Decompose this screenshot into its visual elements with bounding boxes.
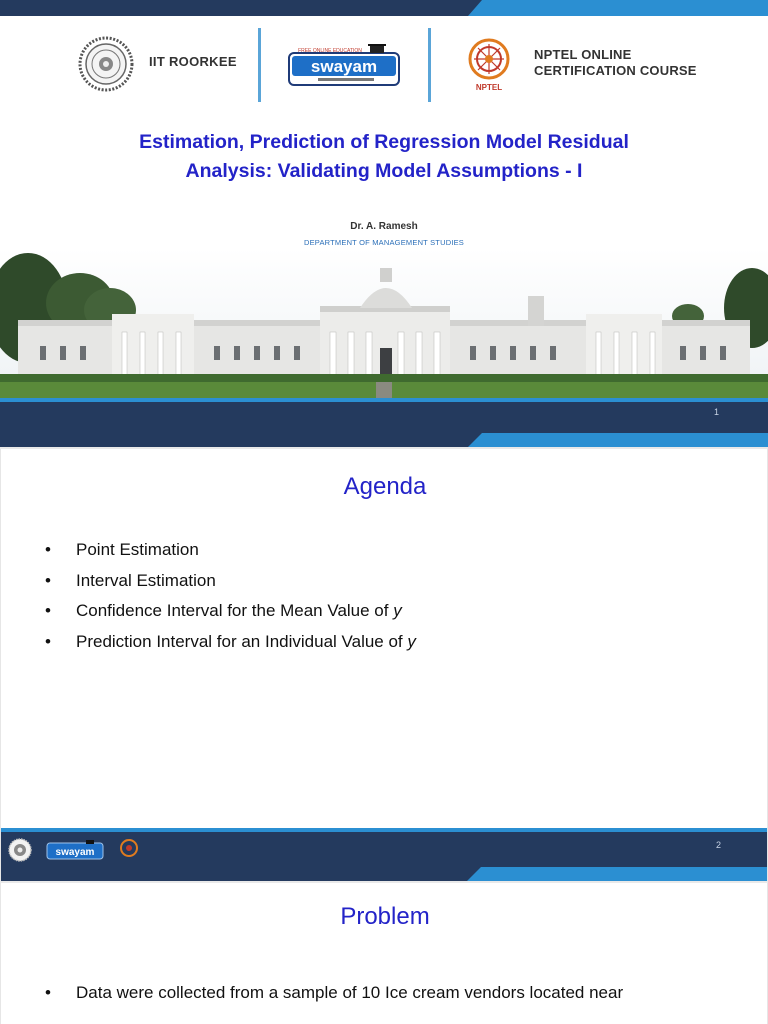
nptel-line2: CERTIFICATION COURSE <box>534 63 697 78</box>
top-bar-accent <box>468 0 768 16</box>
swayam-wordmark: swayam <box>55 847 95 858</box>
nptel-line1: NPTEL ONLINE <box>534 47 632 62</box>
problem-list <box>45 978 623 1009</box>
iit-roorkee-emblem-icon <box>78 36 134 92</box>
list-item-text: Prediction Interval for an Individual Value of <box>76 631 408 651</box>
footer-accent-line <box>0 398 768 402</box>
nptel-course-label <box>534 47 697 79</box>
author-name: Dr. A. Ramesh <box>350 221 418 232</box>
list-item <box>45 596 416 627</box>
nptel-emblem-icon <box>118 838 140 862</box>
campus-building-image <box>0 248 768 398</box>
list-item-text: Confidence Interval for the Mean Value of <box>76 601 394 621</box>
list-item-text: Interval Estimation <box>76 570 216 590</box>
math-variable: y <box>393 601 402 621</box>
list-item-text: Data were collected from a sample of 10 Ice cream vendors located near <box>76 983 624 1002</box>
slide-title: Agenda <box>343 473 427 500</box>
nptel-emblem-label: NPTEL <box>475 83 503 92</box>
swayam-wordmark: swayam <box>310 57 378 76</box>
page-number: 2 <box>716 840 722 850</box>
iit-roorkee-label: IIT ROORKEE <box>149 54 237 69</box>
list-item-text: Point Estimation <box>76 540 199 559</box>
lecture-title-line1: Estimation, Prediction of Regression Model Residual <box>139 131 629 153</box>
swayam-tagline: FREE ONLINE EDUCATION <box>298 48 362 54</box>
logo-divider <box>428 28 431 102</box>
list-item <box>45 566 416 597</box>
footer-accent <box>468 433 768 447</box>
agenda-slide <box>0 449 768 881</box>
iit-roorkee-emblem-icon <box>8 838 32 862</box>
swayam-logo <box>288 44 400 86</box>
logo-divider <box>258 28 261 102</box>
logo-row <box>0 28 768 108</box>
agenda-list <box>45 535 416 657</box>
lecture-title <box>80 128 688 186</box>
math-variable: y <box>407 631 416 651</box>
lecture-title-line2: Analysis: Validating Model Assumptions - I <box>185 160 583 182</box>
problem-slide <box>0 883 768 1024</box>
page-number: 1 <box>714 407 720 417</box>
slide-title: Problem <box>340 903 430 930</box>
footer-accent <box>467 867 767 881</box>
list-item <box>45 627 416 658</box>
list-item <box>45 535 416 566</box>
swayam-logo <box>46 840 104 860</box>
title-slide <box>0 0 768 447</box>
list-item <box>45 978 623 1009</box>
footer-accent-line <box>1 828 768 832</box>
department-name: DEPARTMENT OF MANAGEMENT STUDIES <box>303 238 465 247</box>
nptel-emblem-icon <box>464 36 514 92</box>
